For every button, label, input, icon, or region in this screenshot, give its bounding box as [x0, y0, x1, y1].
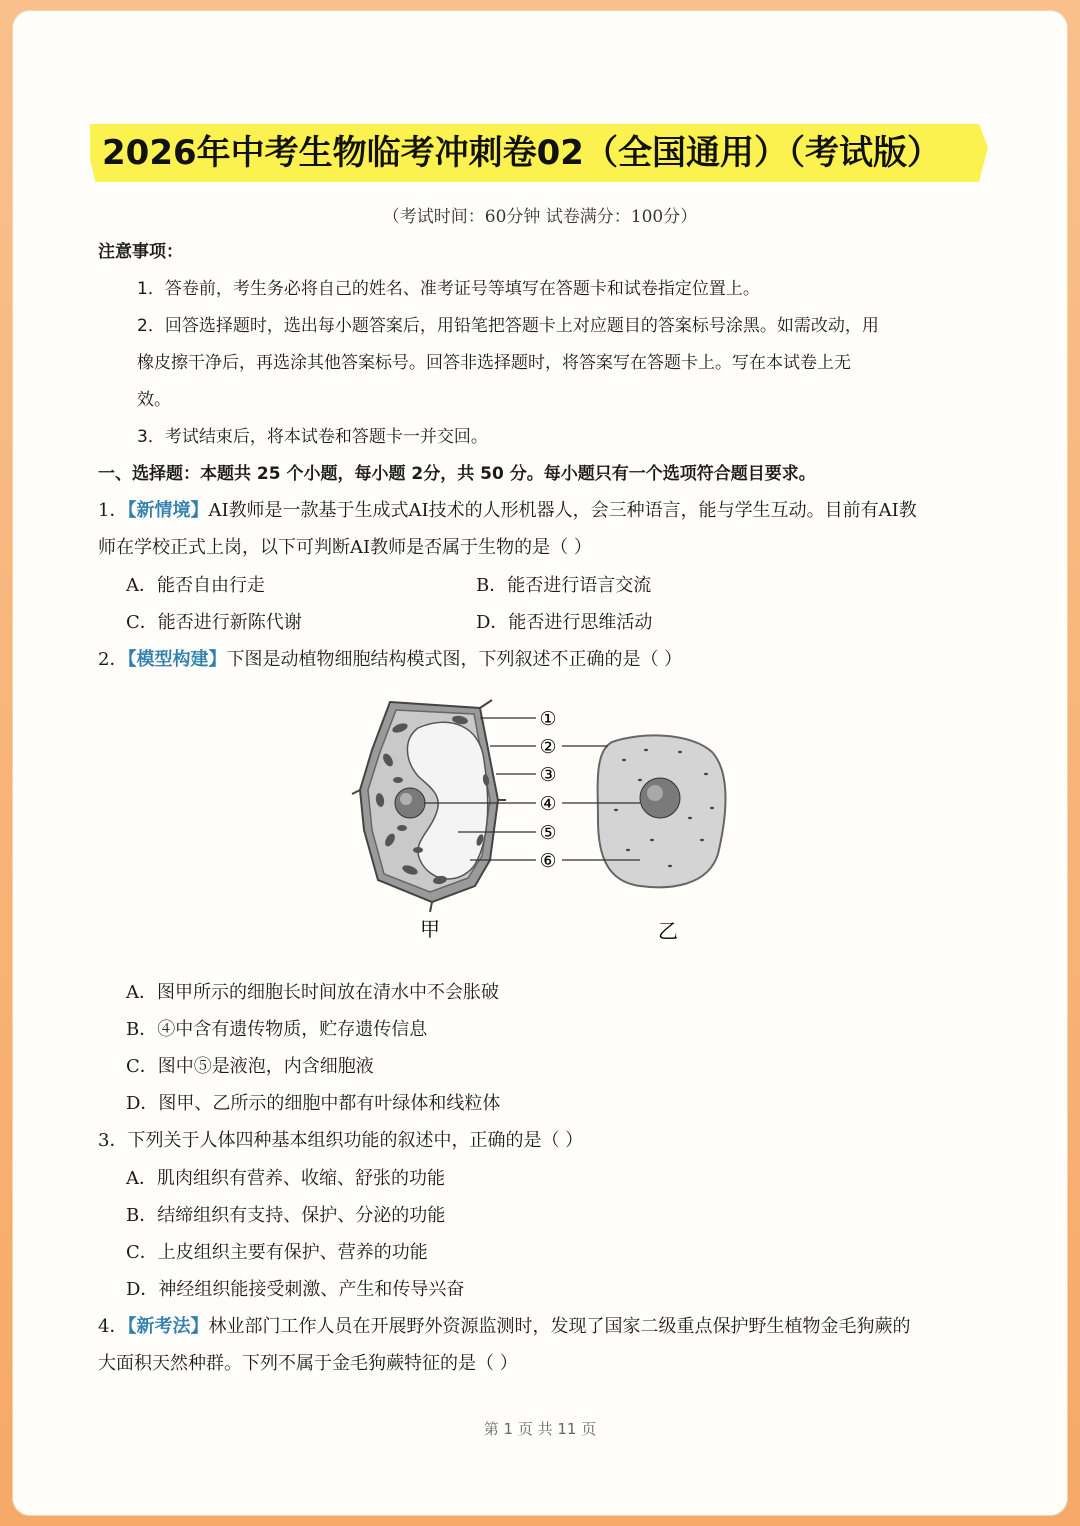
question-tag: 【新考法】: [127, 1316, 209, 1337]
section-heading: 一、选择题：本题共 25 个小题，每小题 2分，共 50 分。每小题只有一个选项符合题目要求。: [98, 464, 816, 484]
label-4: ④: [539, 793, 557, 815]
question-4-cont: 大面积天然种群。下列不属于金毛狗蕨特征的是（ ）: [98, 1353, 518, 1374]
label-6: ⑥: [539, 850, 557, 872]
q2-option-b: B．④中含有遗传物质，贮存遗传信息: [126, 1019, 428, 1040]
plant-cell: [352, 700, 506, 912]
q3-option-d: D．神经组织能接受刺激、产生和传导兴奋: [126, 1279, 465, 1300]
q1-option-c: C．能否进行新陈代谢: [126, 612, 302, 633]
label-2: ②: [539, 736, 557, 758]
label-3: ③: [539, 764, 557, 786]
q2-option-c: C．图中⑤是液泡，内含细胞液: [126, 1056, 374, 1077]
question-text: 林业部门工作人员在开展野外资源监测时，发现了国家二级重点保护野生植物金毛狗蕨的: [208, 1316, 911, 1337]
question-1-cont: 师在学校正式上岗，以下可判断AI教师是否属于生物的是（ ）: [98, 537, 592, 558]
note-item-2: 2．回答选择题时，选出每小题答案后，用铅笔把答题卡上对应题目的答案标号涂黑。如需改动，用: [137, 316, 879, 336]
question-tag: 【新情境】: [127, 500, 209, 521]
question-text: 下图是动植物细胞结构模式图，下列叙述不正确的是（ ）: [226, 649, 683, 670]
exam-info: （考试时间：60分钟 试卷满分：100分）: [382, 207, 698, 227]
question-4: [98, 1316, 910, 1338]
question-tag: 【模型构建】: [127, 649, 227, 670]
q2-option-a: A．图甲所示的细胞长时间放在清水中不会胀破: [126, 982, 499, 1003]
question-1: [98, 500, 917, 522]
question-text: AI教师是一款基于生成式AI技术的人形机器人，会三种语言，能与学生互动。目前有AI教: [208, 500, 917, 521]
question-number: 1．: [98, 500, 128, 521]
question-number: 4．: [98, 1316, 128, 1337]
page-title: 2026年中考生物临考冲刺卷02（全国通用）（考试版）: [102, 133, 941, 173]
label-1: ①: [539, 708, 557, 730]
caption-plant: 甲: [420, 917, 440, 941]
question-2: [98, 649, 682, 671]
q3-option-b: B．结缔组织有支持、保护、分泌的功能: [126, 1205, 446, 1226]
q2-option-d: D．图甲、乙所示的细胞中都有叶绿体和线粒体: [126, 1093, 501, 1114]
caption-animal: 乙: [658, 919, 678, 943]
q3-option-c: C．上皮组织主要有保护、营养的功能: [126, 1242, 428, 1263]
note-item-3: 3．考试结束后，将本试卷和答题卡一并交回。: [137, 427, 488, 447]
cell-diagram: [340, 690, 740, 950]
question-number: 2．: [98, 649, 128, 670]
question-3: 3．下列关于人体四种基本组织功能的叙述中，正确的是（ ）: [98, 1130, 584, 1151]
label-5: ⑤: [539, 822, 557, 844]
note-item-1: 1．答卷前，考生务必将自己的姓名、准考证号等填写在答题卡和试卷指定位置上。: [137, 279, 760, 299]
q1-option-b: B．能否进行语言交流: [476, 575, 652, 596]
q1-option-a: A．能否自由行走: [126, 575, 265, 596]
q3-option-a: A．肌肉组织有营养、收缩、舒张的功能: [126, 1168, 445, 1189]
q1-option-d: D．能否进行思维活动: [476, 612, 653, 633]
animal-cell: [598, 735, 726, 887]
note-item-2-end: 效。: [137, 390, 171, 410]
page-number: 第 1 页 共 11 页: [483, 1420, 597, 1438]
notes-heading: 注意事项：: [98, 242, 183, 262]
note-item-2-cont: 橡皮擦干净后，再选涂其他答案标号。回答非选择题时，将答案写在答题卡上。写在本试卷上无: [137, 353, 851, 373]
